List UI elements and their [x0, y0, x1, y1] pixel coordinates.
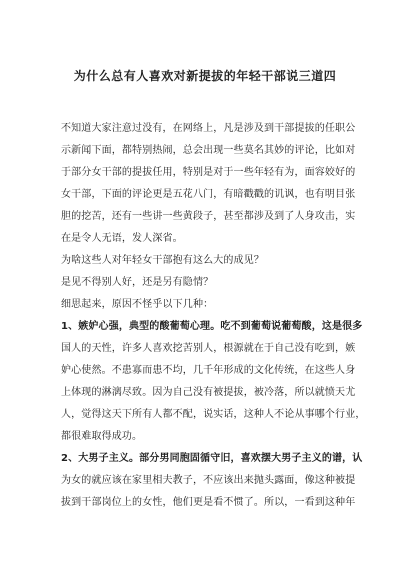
text-line: 国人的天性，许多人喜欢挖苦别人，根源就在于自己没有吃到，嫉 — [61, 343, 356, 354]
list-item-1 — [61, 316, 366, 448]
list-item-2 — [61, 448, 363, 514]
text-line: 2、大男子主义。部分男同胞固循守旧，喜欢摆大男子主义的谱，认 — [61, 453, 363, 464]
text-line: 都很难取得成功。 — [61, 431, 143, 442]
text-line: 为女的就应该在家里相夫教子，不应该出来抛头露面，像这种被提 — [61, 475, 356, 486]
text-line: 女干部，下面的评论更是五花八门，有暗戳戳的讥讽，也有明目张 — [61, 189, 356, 200]
text-line: 示新闻下面，都特别热闹，总会出现一些莫名其妙的评论，比如对 — [61, 145, 356, 156]
reasons-intro: 细思起来，原因不怪乎以下几种： — [61, 299, 214, 310]
text-line: 拔到干部岗位上的女性，他们更是看不惯了。所以，一看到这种年 — [61, 497, 356, 508]
text-line: 妒心使然。不患寡而患不均，几千年形成的文化传统，在这些人身 — [61, 365, 356, 376]
text-line: 在是令人无语，发人深省。 — [61, 233, 183, 244]
text-line: 1、嫉妒心强，典型的酸葡萄心理。吃不到葡萄说葡萄酸，这是很多 — [61, 321, 363, 332]
paragraph-intro — [61, 118, 356, 250]
text-line: 于部分女干部的提拔任用，特别是对于一些年轻有为，面容姣好的 — [61, 167, 356, 178]
text-line: 人，觉得这天下所有人都不配，说实话，这种人不论从事哪个行业， — [61, 409, 366, 420]
document-title: 为什么总有人喜欢对新提拔的年轻干部说三道四 — [73, 69, 337, 83]
question-line: 为啥这些人对年轻女干部抱有这么大的成见？ — [61, 255, 264, 266]
question-line-2: 是见不得别人好，还是另有隐情？ — [61, 277, 214, 288]
document-body — [61, 118, 366, 514]
text-line: 上体现的淋漓尽致。因为自己没有被提拔，被冷落，所以就愤天尤 — [61, 387, 356, 398]
text-line: 胆的挖苦，还有一些讲一些黄段子，甚至都涉及到了人身攻击，实 — [61, 211, 356, 222]
text-line: 不知道大家注意过没有，在网络上，凡是涉及到干部提拔的任职公 — [61, 123, 356, 134]
